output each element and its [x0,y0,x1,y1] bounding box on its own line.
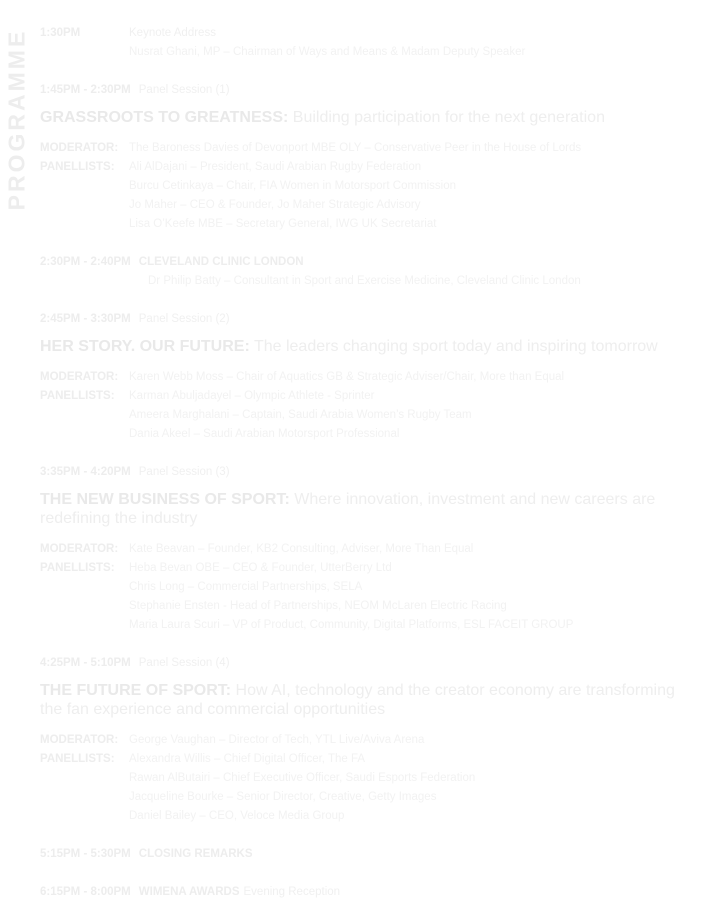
moderator: The Baroness Davies of Devonport MBE OLY – Conservative Peer in the House of Lords [129,142,582,154]
session-closing-remarks [40,845,700,864]
panellist: Heba Bevan OBE – CEO & Founder, UtterBerry Ltd [129,562,392,574]
programme-title-text: PROGRAMME [3,28,30,210]
programme-list [40,24,700,902]
panellist: Jacqueline Bourke – Senior Director, Creative, Getty Images [129,791,437,803]
moderator: George Vaughan – Director of Tech, YTL Live/Aviva Arena [129,734,425,746]
panellist: Stephanie Ensten - Head of Partnerships, NEOM McLaren Electric Racing [129,600,507,612]
session-panel-1 [40,81,700,234]
session-awards [40,883,700,902]
session-panel-3 [40,463,700,635]
panellist: Dania Akeel – Saudi Arabian Motorsport Professional [129,428,400,440]
panellist: Karman Abuljadayel – Olympic Athlete - Sprinter [129,390,375,402]
panellist: Daniel Bailey – CEO, Veloce Media Group [129,810,345,822]
panellists-label: PANELLISTS: [40,390,115,402]
session-title: Keynote Address [129,27,216,39]
session-label: Panel Session (4) [138,657,230,669]
session-headline: HER STORY. OUR FUTURE: The leaders changing sport today and inspiring tomorrow [40,338,658,355]
session-time: 4:25PM - 5:10PM [40,657,131,669]
speaker-line: Dr Philip Batty – Consultant in Sport and Exercise Medicine, Cleveland Clinic London [148,275,581,287]
moderator-label: MODERATOR: [40,734,119,746]
session-time: 2:30PM - 2:40PM [40,256,131,268]
session-headline: THE NEW BUSINESS OF SPORT: Where innovation, investment and new careers are redefining the industry [40,491,656,527]
session-time: 5:15PM - 5:30PM [40,848,131,860]
session-keynote [40,24,700,62]
session-time: 1:30PM [40,27,81,39]
session-label: Panel Session (2) [138,313,230,325]
panellist: Alexandra Willis – Chief Digital Officer, The FA [129,753,366,765]
session-panel-2 [40,310,700,444]
session-title: CLOSING REMARKS [138,848,253,860]
panellists-label: PANELLISTS: [40,161,115,173]
speaker-line: Nusrat Ghani, MP – Chairman of Ways and Means & Madam Deputy Speaker [129,46,526,58]
panellist: Ali AlDajani – President, Saudi Arabian Rugby Federation [129,161,422,173]
session-time: 2:45PM - 3:30PM [40,313,131,325]
session-label: Panel Session (1) [138,84,230,96]
panellists-label: PANELLISTS: [40,753,115,765]
moderator-label: MODERATOR: [40,371,119,383]
session-cleveland-clinic [40,253,700,291]
programme-vertical-title [2,24,32,214]
session-time: 6:15PM - 8:00PM [40,886,131,898]
moderator: Kate Beavan – Founder, KB2 Consulting, Adviser, More Than Equal [129,543,474,555]
panellist: Lisa O’Keefe MBE – Secretary General, IWG UK Secretariat [129,218,437,230]
session-title: WIMENA AWARDS [138,886,240,898]
session-time: 1:45PM - 2:30PM [40,84,131,96]
panellist: Rawan AlButairi – Chief Executive Officer, Saudi Esports Federation [129,772,476,784]
session-headline: GRASSROOTS TO GREATNESS: Building participation for the next generation [40,109,605,126]
session-subtitle: Evening Reception [243,886,341,898]
moderator: Karen Webb Moss – Chair of Aquatics GB & Strategic Adviser/Chair, More than Equal [129,371,565,383]
session-time: 3:35PM - 4:20PM [40,466,131,478]
session-title: CLEVELAND CLINIC LONDON [138,256,304,268]
panellists-label: PANELLISTS: [40,562,115,574]
session-label: Panel Session (3) [138,466,230,478]
panellist: Maria Laura Scuri – VP of Product, Community, Digital Platforms, ESL FACEIT GROUP [129,619,574,631]
panellist: Chris Long – Commercial Partnerships, SELA [129,581,363,593]
panellist: Burcu Cetinkaya – Chair, FIA Women in Motorsport Commission [129,180,457,192]
session-headline: THE FUTURE OF SPORT: How AI, technology and the creator economy are transforming the fan experience and commercial opportunities [40,682,675,718]
moderator-label: MODERATOR: [40,142,119,154]
session-panel-4 [40,654,700,826]
panellist: Ameera Marghalani – Captain, Saudi Arabia Women’s Rugby Team [129,409,472,421]
moderator-label: MODERATOR: [40,543,119,555]
panellist: Jo Maher – CEO & Founder, Jo Maher Strategic Advisory [129,199,421,211]
